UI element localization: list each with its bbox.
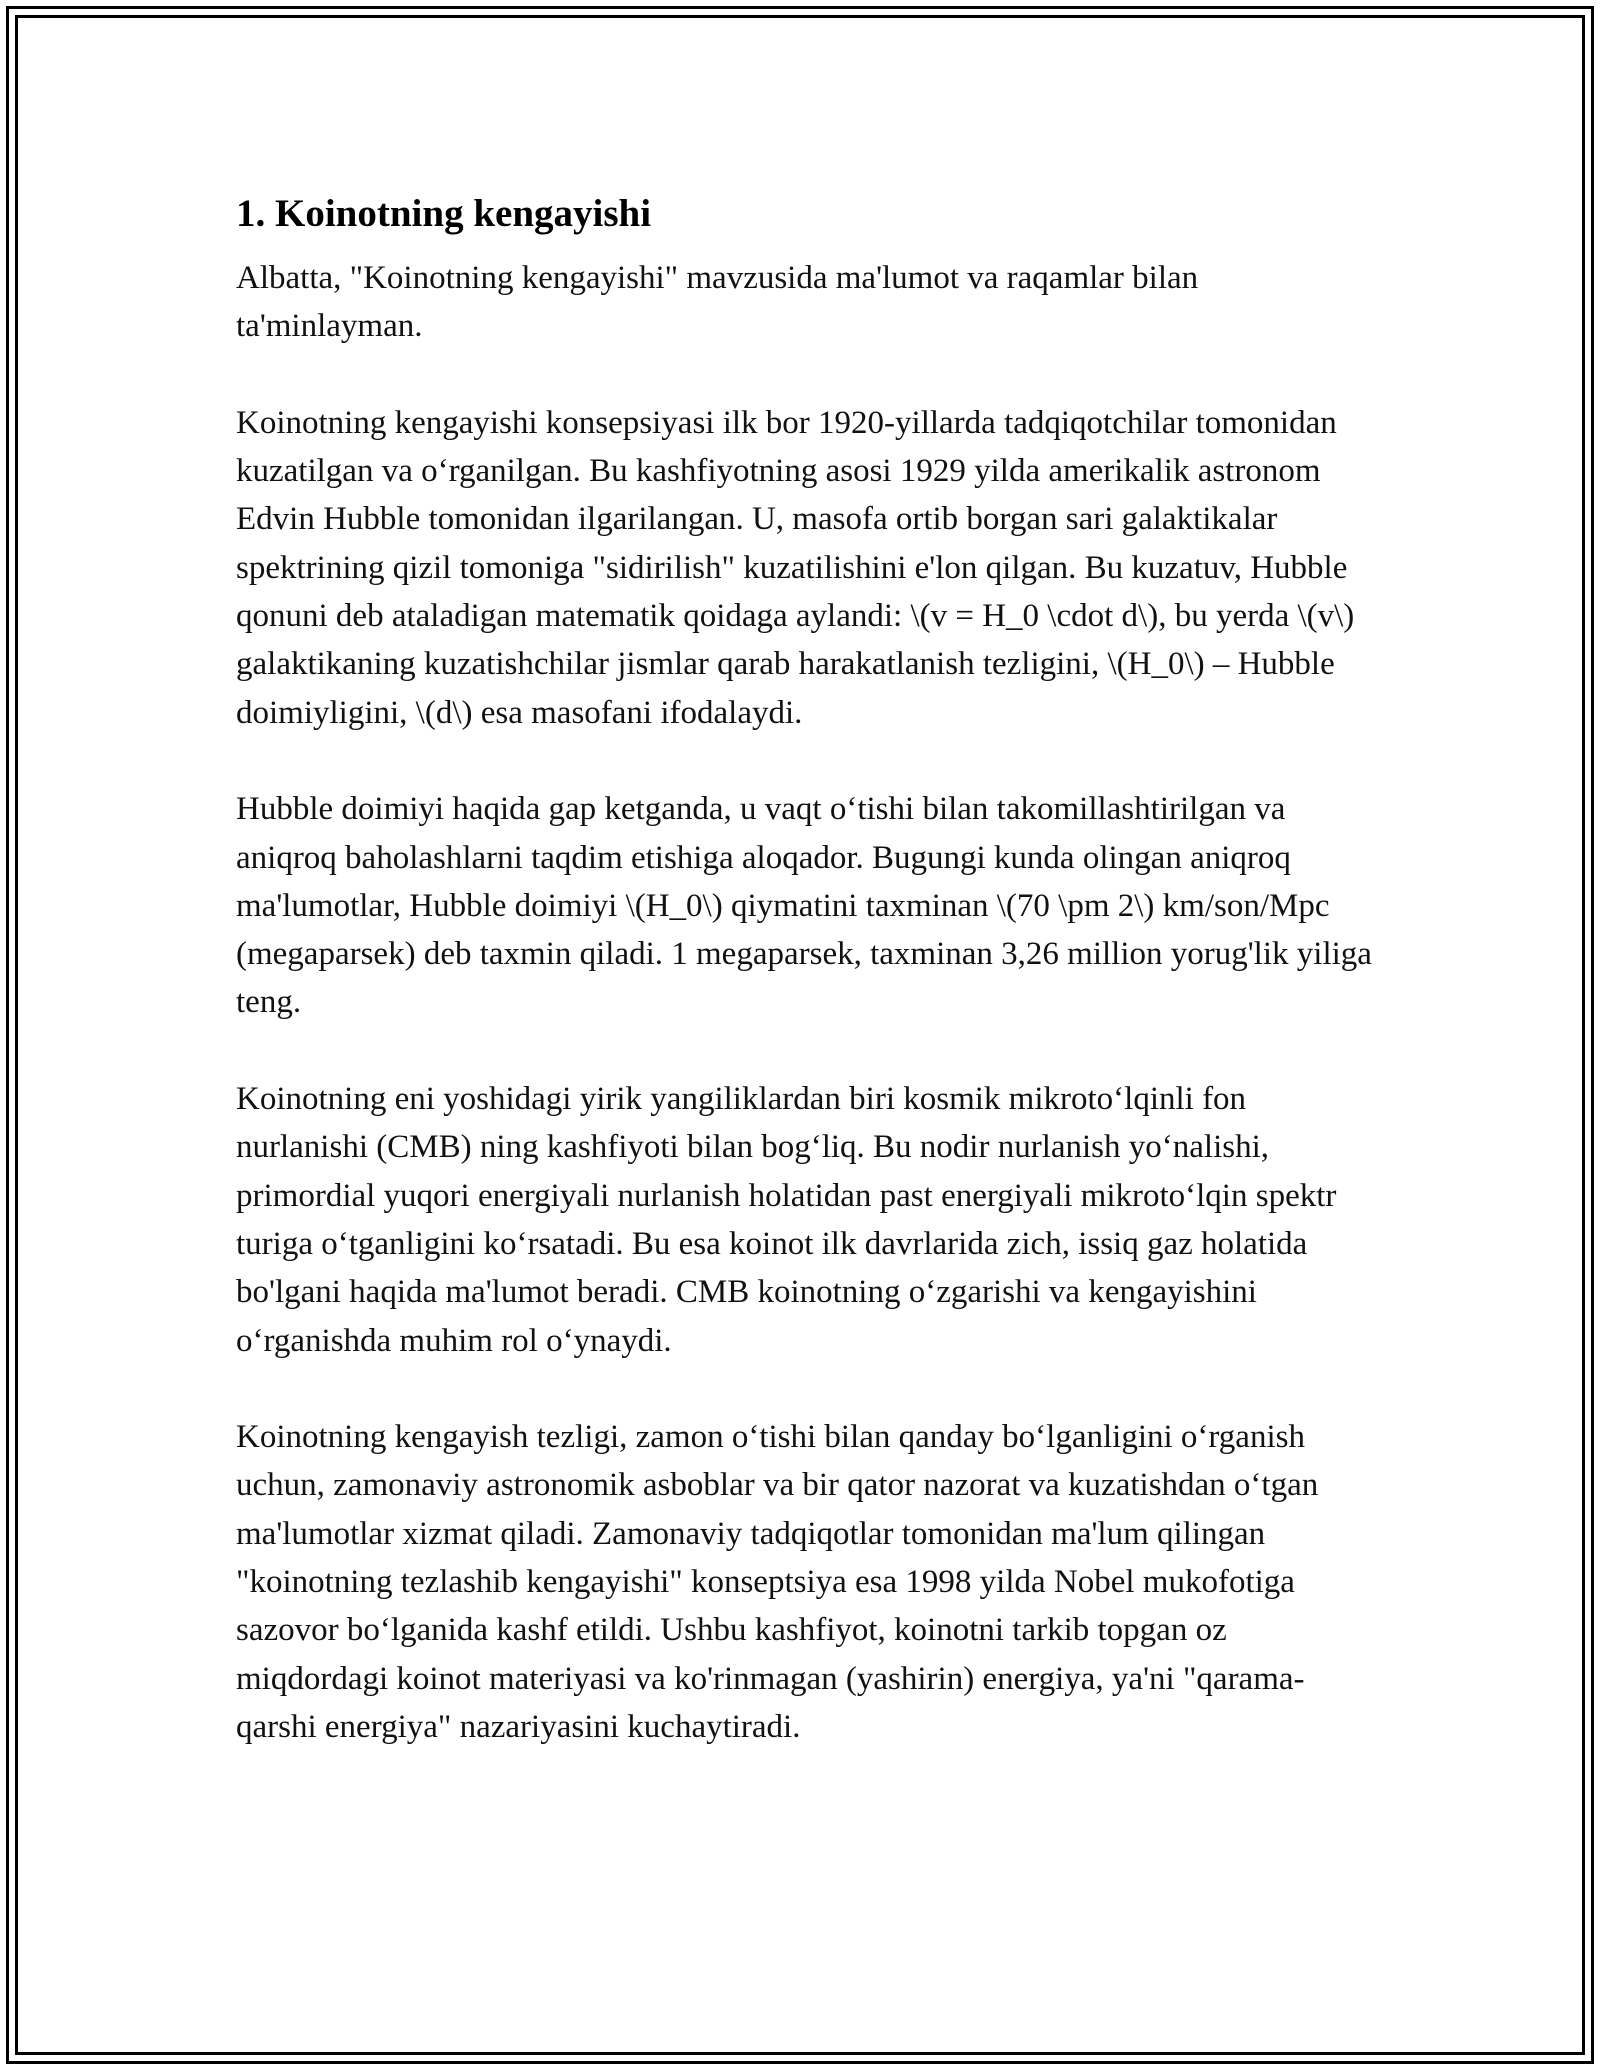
paragraph-accelerating-expansion: Koinotning kengayish tezligi, zamon o‘tishi bilan qanday bo‘lganligini o‘rganish uchun, zamonaviy astronomik asboblar va bir qator nazorat va kuzatishdan o‘tgan ma'lumotlar xizmat qiladi. Zamonaviy tadqiqotlar tomonidan ma'lum qilingan "koinotning tezlashib kengayishi" konseptsiya esa 1998 yilda Nobel mukofotiga sazovor bo‘lganida kashf etildi. Ushbu kashfiyot, koinotni tarkib topgan oz miqdordagi koinot materiyasi va ko'rinmagan (yashirin) energiya, ya'ni "qarama-qarshi energiya" nazariyasini kuchaytiradi.: [236, 1419, 1319, 1745]
paragraph-hubble-law: Koinotning kengayishi konsepsiyasi ilk bor 1920-yillarda tadqiqotchilar tomonidan kuzatilgan va o‘rganilgan. Bu kashfiyotning asosi 1929 yilda amerikalik astronom Edvin Hubble tomonidan ilgarilangan. U, masofa ortib borgan sari galaktikalar spektrining qizil tomoniga "sidirilish" kuzatilishini e'lon qilgan. Bu kuzatuv, Hubble qonuni deb ataladigan matematik qoidaga aylandi: \(v = H_0 \cdot d\), bu yerda \(v\) galaktikaning kuzatishchilar jismlar qarab harakatlanish tezligini, \(H_0\) – Hubble doimiyligini, \(d\) esa masofani ifodalaydi.: [236, 404, 1355, 731]
paragraph-intro: Albatta, "Koinotning kengayishi" mavzusida ma'lumot va raqamlar bilan ta'minlayman.: [236, 260, 1199, 345]
paragraph-hubble-constant: Hubble doimiyi haqida gap ketganda, u vaqt o‘tishi bilan takomillashtirilgan va aniqroq baholashlarni taqdim etishiga aloqador. Bugungi kunda olingan aniqroq ma'lumotlar, Hubble doimiyi \(H_0\) qiymatini taxminan \(70 \pm 2\) km/son/Mpc (megaparsek) deb taxmin qiladi. 1 megaparsek, taxminan 3,26 million yorug'lik yiliga teng.: [236, 791, 1372, 1021]
document-title: 1. Koinotning kengayishi: [236, 192, 652, 235]
document-body: [236, 188, 1376, 1751]
paragraph-cmb: Koinotning eni yoshidagi yirik yangiliklardan biri kosmik mikroto‘lqinli fon nurlanishi (CMB) ning kashfiyoti bilan bog‘liq. Bu nodir nurlanish yo‘nalishi, primordial yuqori energiyali nurlanish holatidan past energiyali mikroto‘lqin spektr turiga o‘tganligini ko‘rsatadi. Bu esa koinot ilk davrlarida zich, issiq gaz holatida bo'lgani haqida ma'lumot beradi. CMB koinotning o‘zgarishi va kengayishini o‘rganishda muhim rol o‘ynaydi.: [236, 1081, 1337, 1359]
